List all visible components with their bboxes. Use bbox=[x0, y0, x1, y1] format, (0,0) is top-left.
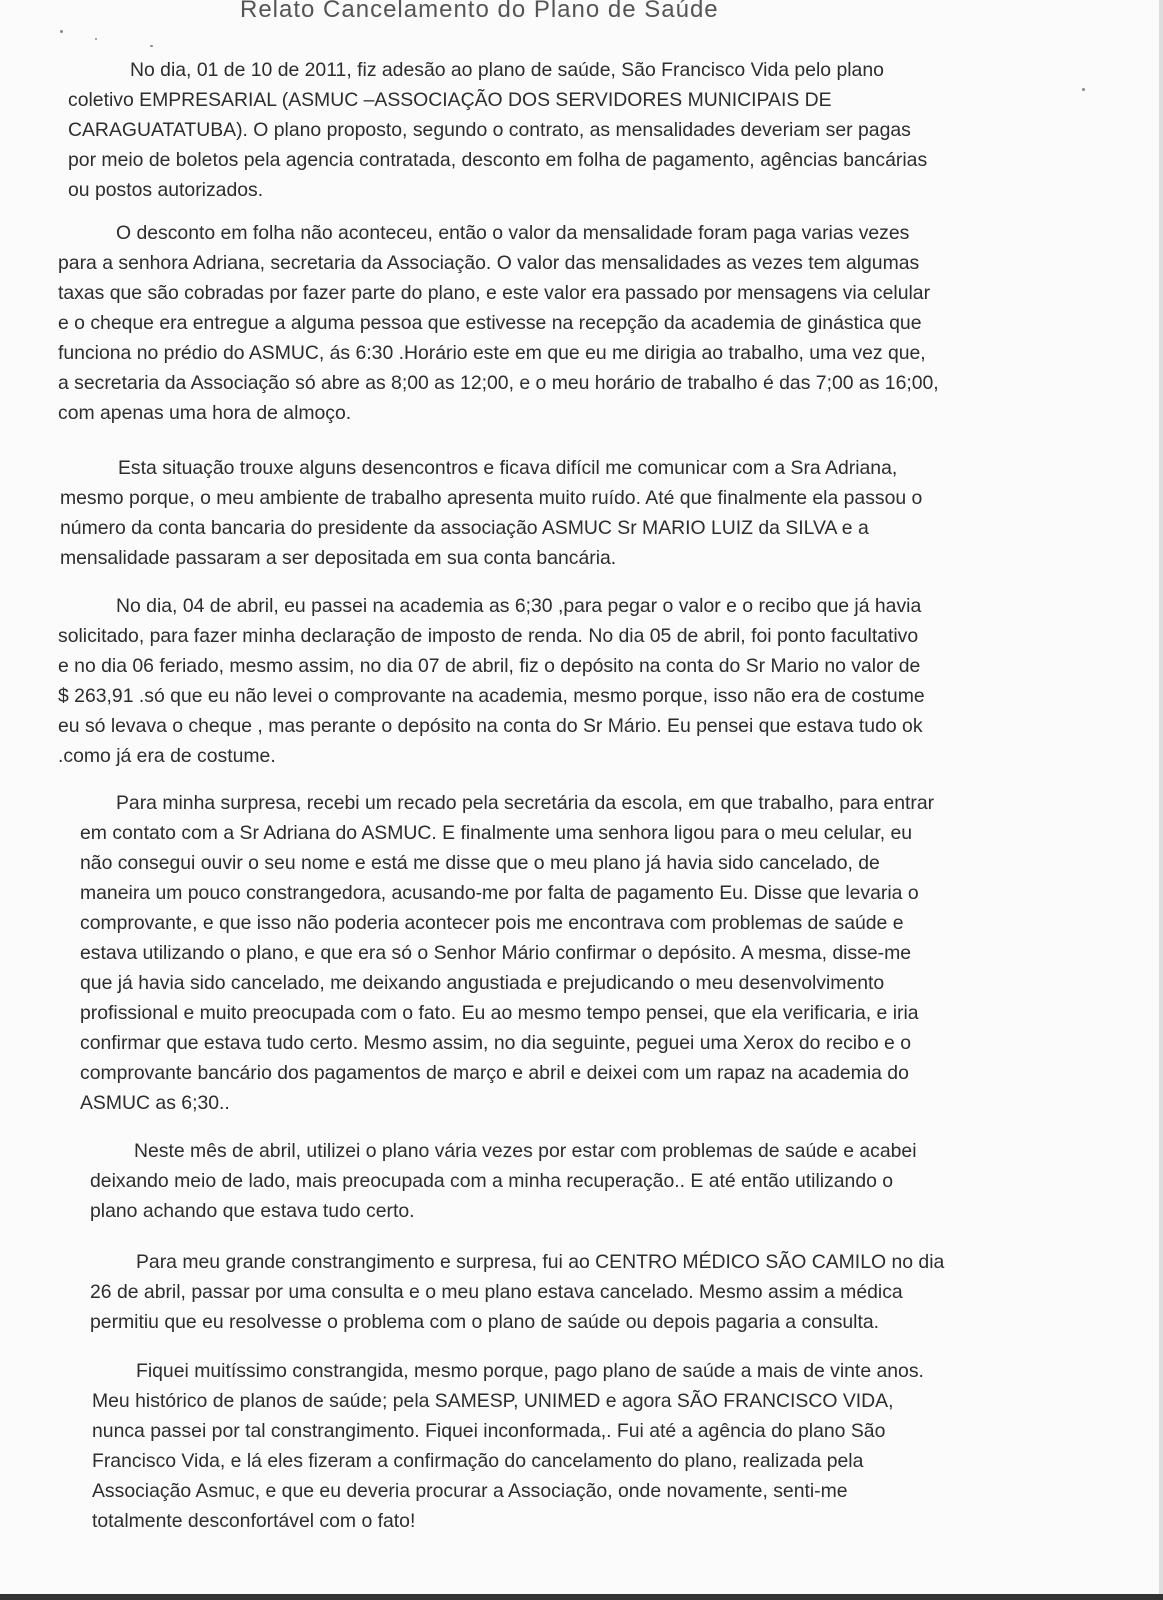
paragraph-line: para a senhora Adriana, secretaria da Associação. O valor das mensalidades as vezes tem algumas bbox=[58, 252, 920, 274]
paragraph-line: que já havia sido cancelado, me deixando angustiada e prejudicando o meu desenvolvimento bbox=[80, 972, 885, 994]
paragraph-line: solicitado, para fazer minha declaração de imposto de renda. No dia 05 de abril, foi ponto facultativo bbox=[58, 625, 919, 647]
paragraph-line: em contato com a Sr Adriana do ASMUC. E finalmente uma senhora ligou para o meu celular, eu bbox=[80, 822, 913, 844]
scan-edge bbox=[1159, 0, 1163, 1600]
paragraph-line: mensalidade passaram a ser depositada em sua conta bancária. bbox=[60, 547, 617, 569]
scan-bottom-border bbox=[0, 1594, 1163, 1600]
paragraph-line: Esta situação trouxe alguns desencontros e ficava difícil me comunicar com a Sra Adriana, bbox=[118, 457, 898, 479]
paragraph-2 bbox=[58, 218, 1083, 428]
scan-speck bbox=[95, 38, 97, 40]
paragraph-line: com apenas uma hora de almoço. bbox=[58, 402, 352, 424]
paragraph-line: e o cheque era entregue a alguma pessoa que estivesse na recepção da academia de ginástica que bbox=[58, 312, 922, 334]
paragraph-line: maneira um pouco constrangedora, acusando-me por falta de pagamento Eu. Disse que levaria o bbox=[80, 882, 919, 904]
paragraph-line: .como já era de costume. bbox=[58, 745, 276, 767]
paragraph-line: Neste mês de abril, utilizei o plano vária vezes por estar com problemas de saúde e acabei bbox=[134, 1140, 917, 1162]
paragraph-line: Associação Asmuc, e que eu deveria procurar a Associação, onde novamente, senti-me bbox=[92, 1480, 848, 1502]
paragraph-7 bbox=[90, 1247, 1090, 1337]
paragraph-4 bbox=[58, 591, 1083, 771]
document-title: Relato Cancelamento do Plano de Saúde bbox=[240, 0, 719, 23]
paragraph-line: número da conta bancaria do presidente da associação ASMUC Sr MARIO LUIZ da SILVA e a bbox=[60, 517, 869, 539]
paragraph-line: nunca passei por tal constrangimento. Fiquei inconformada,. Fui até a agência do plano São bbox=[92, 1420, 886, 1442]
paragraph-line: coletivo EMPRESARIAL (ASMUC –ASSOCIAÇÃO DOS SERVIDORES MUNICIPAIS DE bbox=[68, 89, 832, 111]
scan-speck bbox=[150, 45, 153, 47]
paragraph-line: comprovante bancário dos pagamentos de março e abril e deixei com um rapaz na academia do bbox=[80, 1062, 909, 1084]
paragraph-line: CARAGUATATUBA). O plano proposto, segundo o contrato, as mensalidades deveriam ser pagas bbox=[68, 119, 911, 141]
paragraph-line: Para meu grande constrangimento e surpresa, fui ao CENTRO MÉDICO SÃO CAMILO no dia bbox=[136, 1251, 945, 1273]
paragraph-line: estava utilizando o plano, e que era só o Senhor Mário confirmar o depósito. A mesma, disse-me bbox=[80, 942, 912, 964]
paragraph-6 bbox=[90, 1136, 1090, 1226]
paragraph-line: funciona no prédio do ASMUC, ás 6:30 .Horário este em que eu me dirigia ao trabalho, uma vez que, bbox=[58, 342, 926, 364]
paragraph-line: por meio de boletos pela agencia contratada, desconto em folha de pagamento, agências bancárias bbox=[68, 149, 928, 171]
paragraph-line: totalmente desconfortável com o fato! bbox=[92, 1510, 416, 1532]
paragraph-line: $ 263,91 .só que eu não levei o comprovante na academia, mesmo porque, isso não era de costume bbox=[58, 685, 925, 707]
paragraph-1 bbox=[68, 55, 1088, 205]
paragraph-line: permitiu que eu resolvesse o problema com o plano de saúde ou depois pagaria a consulta. bbox=[90, 1311, 880, 1333]
paragraph-line: mesmo porque, o meu ambiente de trabalho apresenta muito ruído. Até que finalmente ela passou o bbox=[60, 487, 923, 509]
paragraph-line: O desconto em folha não aconteceu, então o valor da mensalidade foram paga varias vezes bbox=[116, 222, 910, 244]
paragraph-line: deixando meio de lado, mais preocupada com a minha recuperação.. E até então utilizando o bbox=[90, 1170, 894, 1192]
paragraph-5 bbox=[80, 788, 1085, 1118]
paragraph-line: plano achando que estava tudo certo. bbox=[90, 1200, 415, 1222]
paragraph-line: No dia, 01 de 10 de 2011, fiz adesão ao plano de saúde, São Francisco Vida pelo plano bbox=[130, 59, 884, 81]
paragraph-line: Para minha surpresa, recebi um recado pela secretária da escola, em que trabalho, para entrar bbox=[116, 792, 935, 814]
paragraph-line: Fiquei muitíssimo constrangida, mesmo porque, pago plano de saúde a mais de vinte anos. bbox=[136, 1360, 924, 1382]
paragraph-line: profissional e muito preocupada com o fato. Eu ao mesmo tempo pensei, que ela verificaria, e iria bbox=[80, 1002, 919, 1024]
paragraph-line: a secretaria da Associação só abre as 8;00 as 12;00, e o meu horário de trabalho é das 7;00 as 16;00, bbox=[58, 372, 939, 394]
paragraph-line: eu só levava o cheque , mas perante o depósito na conta do Sr Mário. Eu pensei que estava tudo ok bbox=[58, 715, 923, 737]
paragraph-line: comprovante, e que isso não poderia acontecer pois me encontrava com problemas de saúde e bbox=[80, 912, 904, 934]
paragraph-line: taxas que são cobradas por fazer parte do plano, e este valor era passado por mensagens via celular bbox=[58, 282, 931, 304]
paragraph-line: ou postos autorizados. bbox=[68, 179, 264, 201]
paragraph-line: ASMUC as 6;30.. bbox=[80, 1092, 230, 1114]
paragraph-line: e no dia 06 feriado, mesmo assim, no dia 07 de abril, fiz o depósito na conta do Sr Mario no valor de bbox=[58, 655, 921, 677]
paragraph-line: não consegui ouvir o seu nome e está me disse que o meu plano já havia sido cancelado, de bbox=[80, 852, 880, 874]
paragraph-line: No dia, 04 de abril, eu passei na academia as 6;30 ,para pegar o valor e o recibo que já havia bbox=[116, 595, 922, 617]
paragraph-line: 26 de abril, passar por uma consulta e o meu plano estava cancelado. Mesmo assim a médica bbox=[90, 1281, 903, 1303]
paragraph-8 bbox=[92, 1356, 1092, 1536]
paragraph-line: Francisco Vida, e lá eles fizeram a confirmação do cancelamento do plano, realizada pela bbox=[92, 1450, 864, 1472]
paragraph-line: confirmar que estava tudo certo. Mesmo assim, no dia seguinte, peguei uma Xerox do recibo e o bbox=[80, 1032, 912, 1054]
paragraph-3 bbox=[60, 453, 1085, 573]
paragraph-line: Meu histórico de planos de saúde; pela SAMESP, UNIMED e agora SÃO FRANCISCO VIDA, bbox=[92, 1390, 894, 1412]
scan-speck bbox=[60, 30, 63, 33]
